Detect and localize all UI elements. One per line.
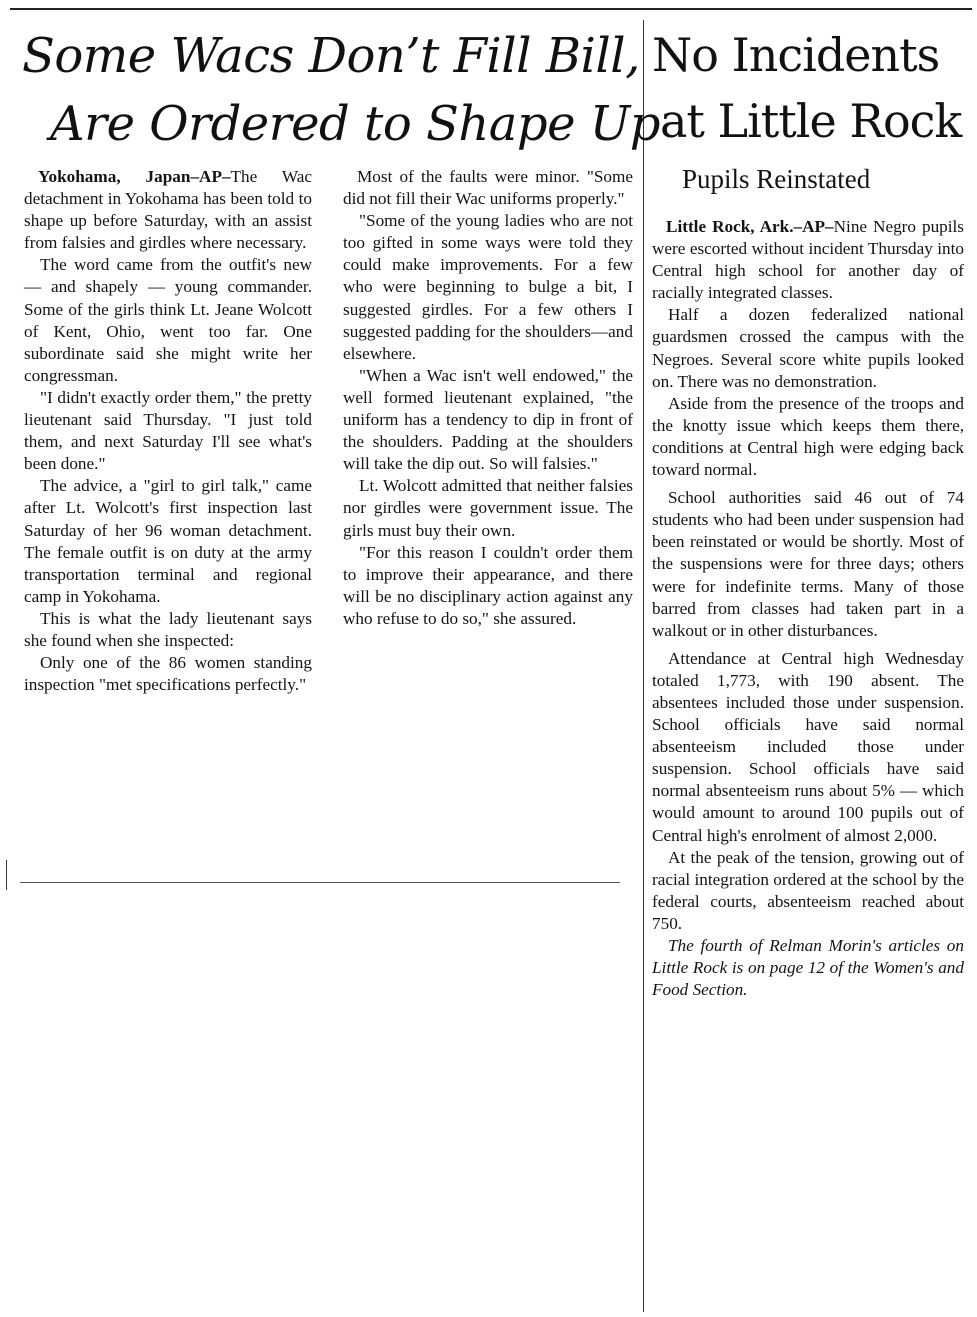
little-rock-paragraph: At the peak of the tension, growing out of racial integration ordered at the school by the federal courts, absenteeism reached about 750. [652,847,964,933]
little-rock-subhead: Pupils Reinstated [682,164,871,194]
wac-paragraph: The word came from the outfit's new — and shapely — young commander. Some of the girls think Lt. Jeane Wolcott of Kent, Ohio, went too far. One subordinate said she might write her congressman. [24,255,312,385]
wac-headline-line2: Are Ordered to Shape Up [50,96,660,152]
wac-paragraph: Lt. Wolcott admitted that neither falsies nor girdles were government issue. The girls must buy their own. [343,476,633,540]
wac-paragraph: "Some of the young ladies who are not too gifted in some ways were told they could make improvements. For a few who were beginning to bulge a bit, I suggested girdles. For a few others I suggested padding for the shoulders—and elsewhere. [343,211,633,363]
wac-paragraph: This is what the lady lieutenant says she found when she inspected: [24,608,312,650]
continuation-note: The fourth of Relman Morin's articles on Little Rock is on page 12 of the Women's and Food Section. [652,936,964,1000]
wac-paragraph: "I didn't exactly order them," the pretty lieutenant said Thursday. "I just told them, and next Saturday I'll see what's been done." [24,387,312,474]
wac-paragraph: Only one of the 86 women standing inspection "met specifications perfectly." [24,653,312,695]
little-rock-paragraph: School authorities said 46 out of 74 students who had been under suspension had been reinstated or would be shortly. Most of the suspensions were for three days; others were for indefinite terms. Many of those barred from classes had taken part in a walkout or in other disturbances. [652,488,964,640]
wac-paragraph: "For this reason I couldn't order them to improve their appearance, and there will be no disciplinary action against any who refuse to do so," she assured. [343,542,633,628]
little-rock-dateline: Little Rock, Ark.–AP– [666,217,834,236]
little-rock-paragraph: Attendance at Central high Wednesday totaled 1,773, with 190 absent. The absentees included those under suspension. School officials have said normal absenteeism included those under suspension. School officials have said normal absenteeism runs about 5% — which would amount to around 100 pupils out of Central high's enrolment of almost 2,000. [652,648,964,845]
left-edge-rule [6,860,7,890]
wac-article-column-2 [343,166,633,630]
little-rock-article-column [652,216,964,1001]
little-rock-paragraph: Half a dozen federalized national guardsmen crossed the campus with the Negroes. Several score white pupils looked on. There was no demonstration. [652,305,964,391]
little-rock-headline-line2: at Little Rock [660,94,962,148]
wac-paragraph: Most of the faults were minor. "Some did not fill their Wac uniforms properly." [343,167,633,209]
wac-article-column-1 [24,166,312,696]
little-rock-paragraph: Aside from the presence of the troops and the knotty issue which keeps them there, conditions at Central high were edging back toward normal. [652,393,964,480]
wac-paragraph: The advice, a "girl to girl talk," came after Lt. Wolcott's first inspection last Saturday of her 96 woman detachment. The female outfit is on duty at the army transportation terminal and regional camp in Yokohama. [24,476,312,606]
wac-paragraph: Yokohama, Japan–AP–The Wac detachment in Yokohama has been told to shape up before Saturday, with an assist from falsies and girdles where necessary. [24,167,312,253]
wac-paragraph: "When a Wac isn't well endowed," the well formed lieutenant explained, "the uniform has a tendency to dip in front of the shoulders. Padding at the shoulders will take the dip out. So will falsies." [343,365,633,474]
wac-headline-line1: Some Wacs Don’t Fill Bill, [22,28,640,84]
wac-dateline: Yokohama, Japan–AP– [38,167,231,186]
top-rule [10,8,972,10]
little-rock-paragraph: Little Rock, Ark.–AP–Nine Negro pupils were escorted without incident Thursday into Central high school for another day of racially integrated classes. [652,217,964,303]
article-end-rule [20,882,620,883]
little-rock-headline-line1: No Incidents [652,28,940,82]
column-divider [643,20,644,1312]
